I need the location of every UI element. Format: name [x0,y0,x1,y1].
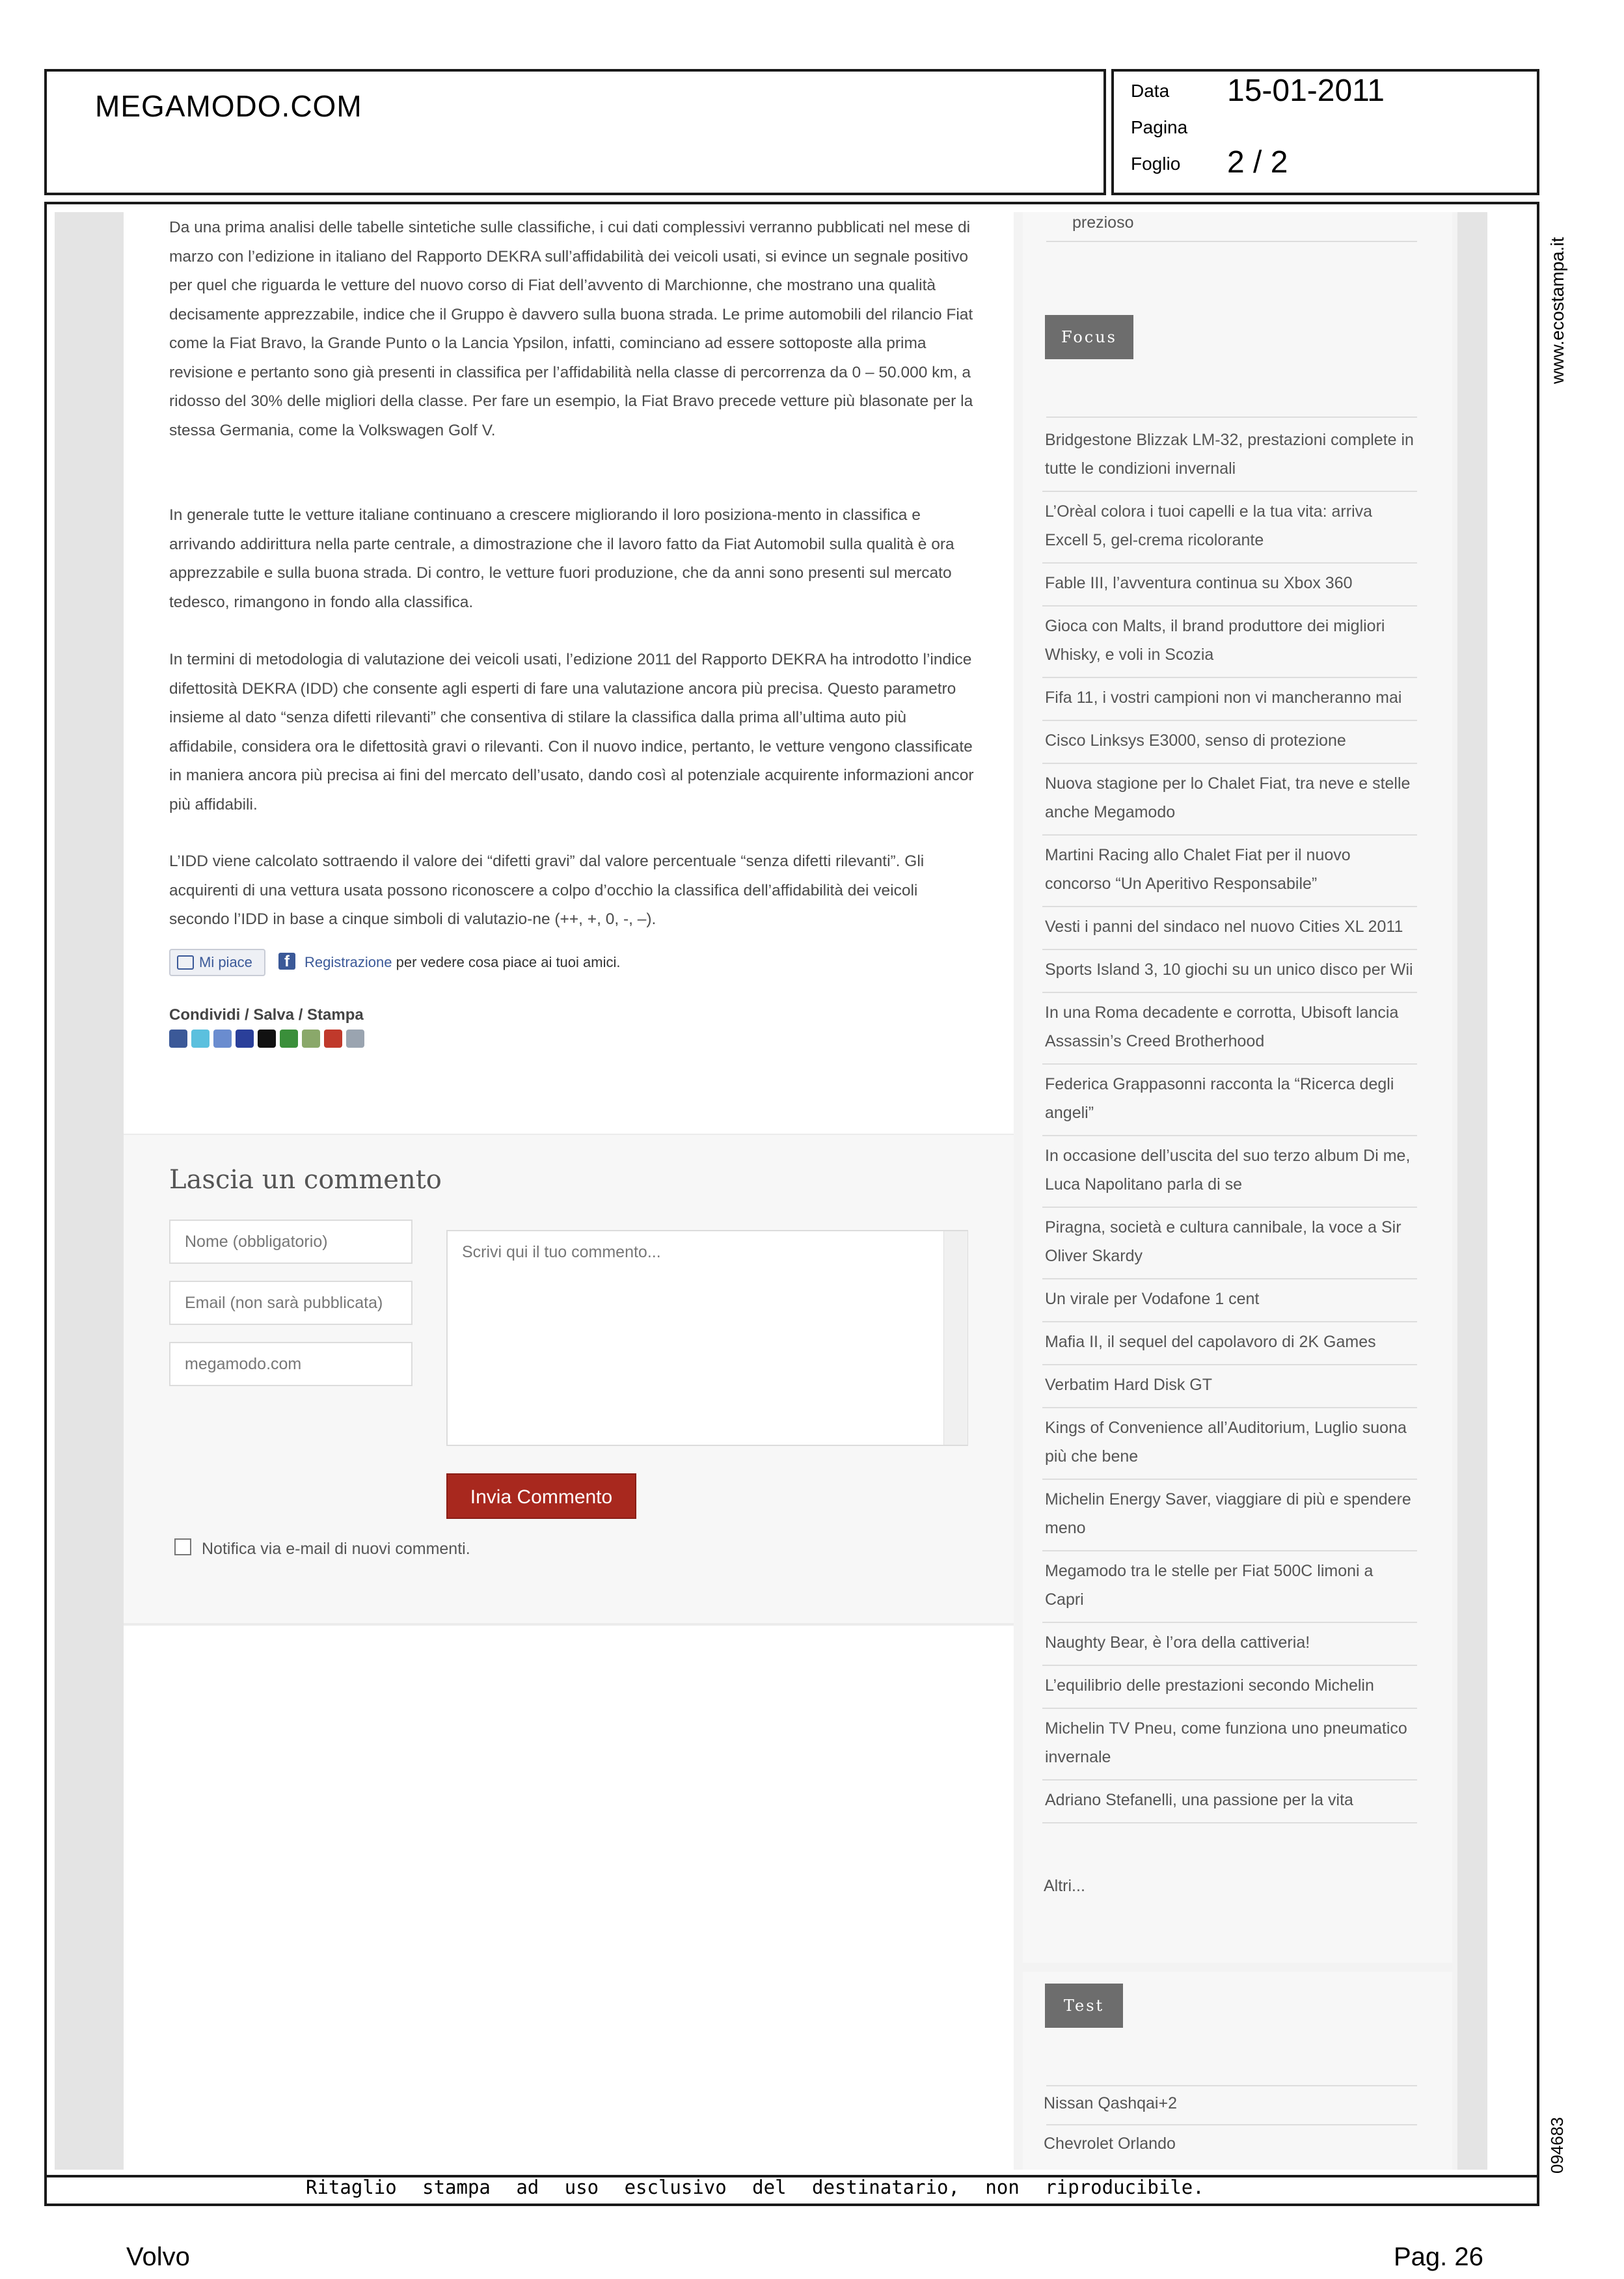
name-input[interactable]: Nome (obbligatorio) [169,1220,413,1264]
comment-title: Lascia un commento [169,1165,442,1195]
data-value: 15-01-2011 [1227,74,1385,108]
focus-item[interactable]: Fable III, l’avventura continua su Xbox 360 [1042,564,1417,607]
side-url-text: www.ecostampa.it [1547,237,1567,384]
focus-item[interactable]: Vesti i panni del sindaco nel nuovo Cities XL 2011 [1042,907,1417,950]
focus-item[interactable]: In occasione dell’uscita del suo terzo album Di me, Luca Napolitano parla di se [1042,1136,1417,1208]
website-input[interactable]: megamodo.com [169,1342,413,1386]
side-code [1543,2108,1569,2180]
site-title: MEGAMODO.COM [95,89,362,123]
focus-item[interactable]: Michelin TV Pneu, come funziona uno pneumatico invernale [1042,1709,1417,1781]
focus-item[interactable]: Mafia II, il sequel del capolavoro di 2K Games [1042,1322,1417,1365]
article-paragraph-3: In termini di metodologia di valutazione dei veicoli usati, l’edizione 2011 del Rapporto DEKRA ha introdotto l’indice difettosità DEKRA (IDD) che consente agli esperti di fare una valutazione ancora più precisa. Questo parametro insieme al dato “senza difetti rilevanti” che consentiva di stilare la classifica dalla prima all’ultima auto più affidabile, considera ora le difettosità gravi o rilevanti. Con il nuovo indice, pertanto, le vetture vengono classificate in maniera ancora più precisa ai fini del mercato dell’usato, dando così al potenziale acquirente informazioni ancor più affidabili. [169,651,974,813]
test-tag[interactable]: Test [1045,1984,1123,2028]
pagina-label: Pagina [1131,117,1188,137]
email-input[interactable]: Email (non sarà pubblicata) [169,1281,413,1325]
delicious-share-icon[interactable] [280,1030,298,1048]
sidebar-divider [1046,416,1417,418]
registration-link[interactable]: Registrazione [304,954,392,970]
focus-tag[interactable]: Focus [1045,315,1133,359]
focus-item[interactable]: L’Orèal colora i tuoi capelli e la tua vita: arriva Excell 5, gel-crema ricolorante [1042,492,1417,564]
side-url [1543,221,1569,390]
focus-item[interactable]: Naughty Bear, è l’ora della cattiveria! [1042,1623,1417,1666]
focus-item[interactable]: Un virale per Vodafone 1 cent [1042,1279,1417,1322]
pdf-icon[interactable] [324,1030,342,1048]
favorites-star-icon[interactable] [236,1030,254,1048]
thumbs-up-icon [177,955,194,970]
focus-item[interactable]: Cisco Linksys E3000, senso di protezione [1042,721,1417,764]
share-icons [169,1030,368,1048]
notify-checkbox[interactable] [174,1538,191,1555]
myspace-share-icon[interactable] [213,1030,232,1048]
technorati-share-icon[interactable] [258,1030,276,1048]
test-item[interactable]: Nissan Qashqai+2 [1044,2094,1177,2112]
focus-item[interactable]: Sports Island 3, 10 giochi su un unico disco per Wii [1042,950,1417,993]
focus-item[interactable]: Megamodo tra le stelle per Fiat 500C limoni a Capri [1042,1551,1417,1623]
sidebar-divider [1046,241,1417,242]
focus-item[interactable]: Fifa 11, i vostri campioni non vi mancheranno mai [1042,678,1417,721]
article-paragraph-4: L’IDD viene calcolato sottraendo il valore dei “difetti gravi” dal valore percentuale “senza difetti rilevanti”. Gli acquirenti di una vettura usata possono riconoscere a colpo d’occhio la classifica dell’affidabilità dei veicoli secondo l’IDD in base a cinque simboli di valutazio-ne (++, +, 0, -, –). [169,853,925,928]
focus-item[interactable]: Adriano Stefanelli, una passione per la vita [1042,1781,1417,1823]
footer-right: Pag. 26 [1394,2243,1483,2271]
comment-textarea[interactable]: Scrivi qui il tuo commento... [446,1230,968,1446]
facebook-social-rest: per vedere cosa piace ai tuoi amici. [392,954,621,970]
focus-item[interactable]: Michelin Energy Saver, viaggiare di più e spendere meno [1042,1480,1417,1551]
like-label: Mi piace [199,954,252,970]
notify-label: Notifica via e-mail di nuovi commenti. [202,1540,470,1558]
sidebar-divider [1046,2124,1417,2125]
submit-comment-button[interactable]: Invia Commento [446,1473,636,1519]
test-item[interactable]: Chevrolet Orlando [1044,2135,1176,2153]
focus-item[interactable]: In una Roma decadente e corrotta, Ubisoft lancia Assassin’s Creed Brotherhood [1042,993,1417,1065]
focus-item[interactable]: Piragna, società e cultura cannibale, la voce a Sir Oliver Skardy [1042,1208,1417,1279]
focus-item[interactable]: Gioca con Malts, il brand produttore dei migliori Whisky, e voli in Scozia [1042,607,1417,678]
left-gutter [55,212,124,2170]
focus-list [1042,420,1417,1823]
share-title: Condividi / Salva / Stampa [169,1006,364,1024]
article-paragraph-2: In generale tutte le vetture italiane continuano a crescere migliorando il loro posiziona-mento in classifica e arrivando addirittura nella parte centrale, a dimostrazione che il lavoro fatto da Fiat Automobil sulla qualità è ora apprezzabile e sulla buona strada. Di contro, le vetture fuori produzione, che da anni sono presenti sul mercato tedesco, rimangono in fondo alla classifica. [169,506,954,611]
side-code-text: 094683 [1547,2117,1567,2174]
facebook-share-icon[interactable] [169,1030,187,1048]
focus-item[interactable]: Martini Racing allo Chalet Fiat per il nuovo concorso “Un Aperitivo Responsabile” [1042,836,1417,907]
comment-section-bottom [124,1623,1014,1626]
focus-item[interactable]: Federica Grappasonni racconta la “Ricerca degli angeli” [1042,1065,1417,1136]
focus-item[interactable]: Bridgestone Blizzak LM-32, prestazioni complete in tutte le condizioni invernali [1042,420,1417,492]
focus-item[interactable]: Verbatim Hard Disk GT [1042,1365,1417,1408]
right-gutter [1457,212,1487,2170]
focus-item[interactable]: Nuova stagione per lo Chalet Fiat, tra neve e stelle anche Megamodo [1042,764,1417,836]
article-paragraph-1: Da una prima analisi delle tabelle sintetiche sulle classifiche, i cui dati complessivi verranno pubblicati nel mese di marzo con l’edizione in italiano del Rapporto DEKRA sull’affidabilità dei veicoli usati, si evince un segnale positivo per quel che riguarda le vetture del nuovo corso di Fiat dell’avvento di Marchionne, che mostrano una qualità decisamente apprezzabile, indice che il Gruppo è davvero sulla buona strada. Le prime automobili del rilancio Fiat come la Fiat Bravo, la Grande Punto o la Lancia Ypsilon, infatti, cominciano ad essere sottoposte alla prima revisione e pertanto sono già presenti in classifica per l’affidabilità nella classe di percorrenza da 0 – 50.000 km, a ridosso del 30% delle migliori della classe. Per fare un esempio, la Fiat Bravo precede vetture più blasonate per la stessa Germania, come la Volkswagen Golf V. [169,219,973,439]
sidebar-divider [1046,2085,1417,2086]
more-link[interactable]: Altri... [1044,1877,1085,1895]
textarea-scrollbar[interactable] [943,1231,968,1445]
foglio-value: 2 / 2 [1227,145,1288,180]
data-label: Data [1131,81,1170,101]
facebook-social-text [304,954,620,971]
like-button[interactable] [169,949,265,976]
focus-item[interactable]: L’equilibrio delle prestazioni secondo Michelin [1042,1666,1417,1709]
email-share-icon[interactable] [346,1030,364,1048]
foglio-label: Foglio [1131,154,1181,174]
facebook-icon: f [278,953,295,970]
disclaimer: Ritaglio stampa ad uso esclusivo del destinatario, non riproducibile. [306,2176,1204,2198]
print-icon[interactable] [302,1030,320,1048]
focus-item[interactable]: Kings of Convenience all’Auditorium, Luglio suona più che bene [1042,1408,1417,1480]
sidebar-top-item[interactable]: prezioso [1072,213,1134,232]
footer-left: Volvo [126,2243,190,2271]
twitter-share-icon[interactable] [191,1030,210,1048]
